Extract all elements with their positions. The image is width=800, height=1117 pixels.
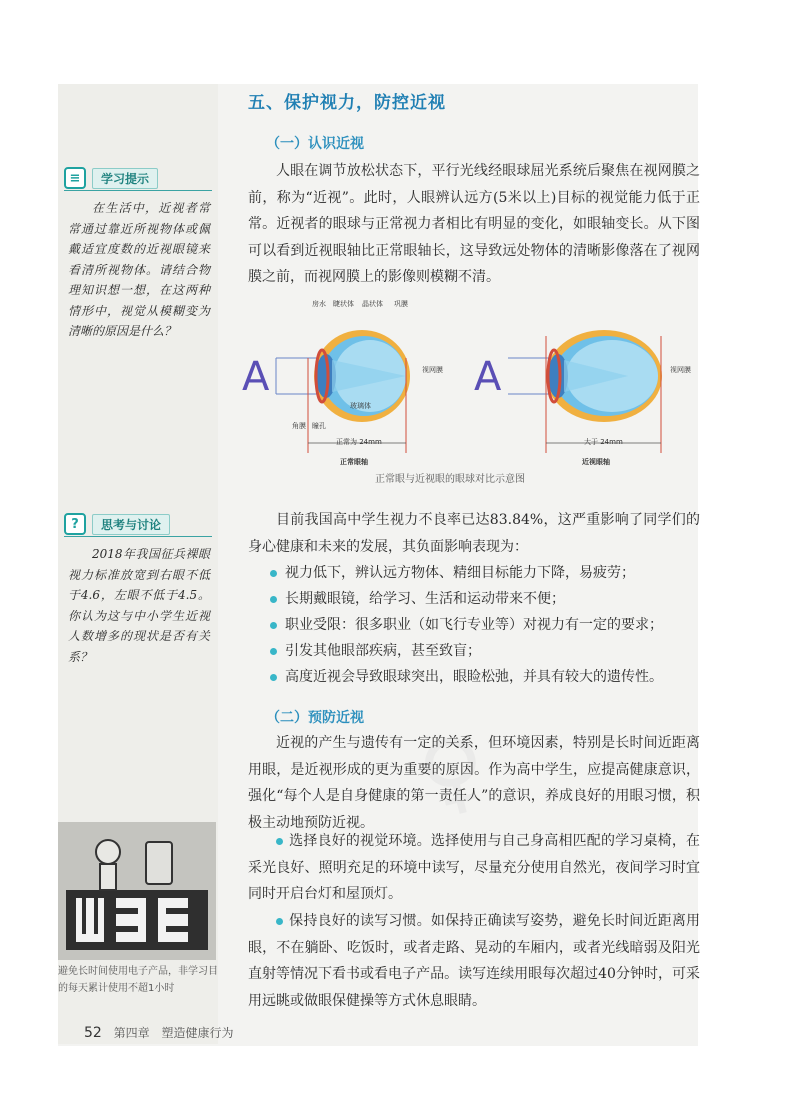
title-myopic: 近视眼轴: [582, 458, 610, 466]
title-normal: 正常眼轴: [340, 458, 368, 466]
page-number: 52: [84, 1025, 102, 1041]
question-icon: ?: [64, 513, 86, 535]
bullet-dot: [270, 596, 277, 603]
bullet-item: [270, 586, 700, 613]
prevention-item-1-text: 选择良好的视觉环境。选择使用与自己身高相匹配的学习桌椅，在采光良好、照明充足的环境中读写，尽量充分使用自然光，夜间学习时宜同时开启台灯和屋顶灯。: [248, 833, 700, 902]
label-retina-myopic: 视网膜: [670, 366, 691, 374]
chapter-label: 第四章: [113, 1026, 150, 1040]
bullet-text: 引发其他眼部疾病，甚至致盲；: [285, 643, 481, 659]
bullet-text: 视力低下，辨认远方物体、精细目标能力下降，易疲劳；: [285, 565, 635, 581]
bullet-item: [270, 560, 700, 587]
bullet-text: 职业受限：很多职业（如飞行专业等）对视力有一定的要求；: [285, 617, 663, 633]
subsection-heading-2: （二）预防近视: [266, 710, 364, 726]
bullet-text: 长期戴眼镜，给学习、生活和运动带来不便；: [285, 591, 565, 607]
label-aqueous: 房水: [312, 300, 326, 308]
watermark: ♀: [408, 713, 498, 832]
stats-paragraph: 目前我国高中学生视力不良率已达83.84%，这严重影响了同学们的身心健康和未来的发展，其负面影响表现为：: [248, 512, 700, 555]
page-footer: [84, 1024, 234, 1041]
bullet-item: [270, 664, 700, 691]
subsection-heading-1: （一）认识近视: [266, 136, 364, 152]
illustration-caption: 避免长时间使用电子产品，非学习目的每天累计使用不超1小时: [58, 966, 218, 994]
prevention-paragraph: 近视的产生与遗传有一定的关系，但环境因素，特别是长时间近距离用眼，是近视形成的更为重要的原因。作为高中学生，应提高健康意识，强化“每个人是自身健康的第一责任人”的意识，养成良好的用眼习惯，积极主动地预防近视。: [248, 735, 700, 831]
bullet-dot: [270, 674, 277, 681]
intro-paragraph: 人眼在调节放松状态下，平行光线经眼球屈光系统后聚焦在视网膜之前，称为“近视”。此时，人眼辨认远方(5米以上)目标的视觉能力低于正常。近视者的眼球与正常视力者相比有明显的变化，如眼轴变长。从下图可以看到近视眼轴比正常眼轴长，这导致远处物体的清晰影像落在了视网膜之前，而视网膜上的影像则模糊不清。: [248, 163, 700, 285]
prevention-item-2-text: 保持良好的读写习惯。如保持正确读写姿势，避免长时间近距离用眼，不在躺卧、吃饭时，或者走路、晃动的车厢内，或者光线暗弱及阳光直射等情况下看书或看电子产品。读写连续用眼每次超过40分钟时，可采用远眺或做眼保健操等方式休息眼睛。: [248, 913, 700, 1009]
bullet-dot: [276, 918, 283, 925]
learning-tip-text: 在生活中，近视者常常通过靠近所视物体或佩戴适宜度数的近视眼镜来看清所视物体。请结合物理知识想一想，在这两种情形中，视觉从模糊变为清晰的原因是什么？: [68, 201, 210, 338]
figure-caption: 正常眼与近视眼的眼球对比示意图: [375, 474, 525, 485]
eye-comparison-figure: [236, 298, 696, 493]
bullet-text: 高度近视会导致眼球突出，眼睑松弛，并具有较大的遗传性。: [285, 669, 663, 685]
letter-a-myopic: A: [474, 354, 502, 400]
label-ciliary: 睫状体: [333, 300, 354, 308]
bullet-item: [270, 638, 700, 665]
bullet-item: [270, 612, 700, 639]
discussion-text: 2018年我国征兵裸眼视力标准放宽到右眼不低于4.6，左眼不低于4.5。你认为这与中小学生近视人数增多的现状是否有关系？: [68, 547, 210, 664]
section-title: 五、保护视力，防控近视: [248, 93, 446, 113]
learning-tip-label: 学习提示: [92, 168, 158, 189]
bullet-dot: [270, 622, 277, 629]
prevention-item-1: [248, 828, 700, 908]
learning-tip-divider: [64, 190, 212, 191]
normal-eye-diagram: [242, 299, 443, 466]
notes-icon: ≡: [64, 167, 86, 189]
label-vitreous: 玻璃体: [350, 402, 371, 410]
bullet-dot: [270, 570, 277, 577]
discussion-divider: [64, 536, 212, 537]
label-cornea: 角膜: [292, 422, 306, 430]
myopic-eye-diagram: [474, 330, 691, 466]
bullet-dot: [276, 838, 283, 845]
label-pupil: 瞳孔: [312, 422, 326, 430]
prevention-item-2: [248, 908, 700, 1014]
learning-tip-header: [64, 166, 158, 190]
length-normal: 正常为 24mm: [336, 438, 382, 446]
label-lens: 晶状体: [362, 300, 383, 308]
bullet-dot: [270, 648, 277, 655]
label-retina-normal: 视网膜: [422, 366, 443, 374]
discussion-label: 思考与讨论: [92, 514, 170, 535]
length-myopic: 大于 24mm: [584, 438, 623, 446]
discussion-header: [64, 512, 170, 536]
label-sclera: 巩膜: [394, 300, 408, 308]
phone-addiction-illustration: [58, 822, 216, 960]
letter-a-normal: A: [242, 354, 270, 400]
chapter-topic: 塑造健康行为: [161, 1026, 234, 1040]
